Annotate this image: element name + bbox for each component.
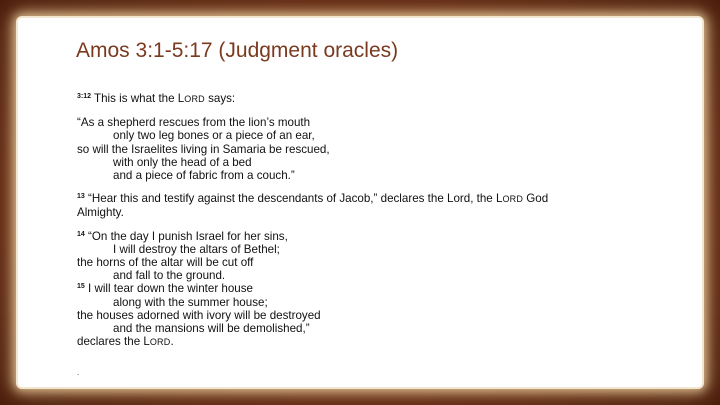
verse-text: “Hear this and testify against the descendants of Jacob,” declares the Lord, the L (88, 192, 503, 206)
scripture-text (77, 92, 677, 349)
poem-line: with only the head of a bed (113, 155, 252, 169)
footer-dot: . (77, 368, 80, 377)
verse-number: 3:12 (77, 93, 92, 100)
poem-line: so will the Israelites living in Samaria be rescued, (77, 142, 330, 156)
verse-13 (77, 192, 677, 219)
verse-text: says: (204, 92, 236, 105)
verse-text: Almighty. (77, 206, 124, 220)
verse-number: 15 (77, 283, 85, 291)
poem-line: along with the summer house; (113, 295, 268, 309)
slide-panel (18, 18, 702, 387)
lord-small-caps: ORD (184, 94, 205, 104)
verse-text: declares the L (77, 335, 150, 349)
verse-14 (77, 230, 677, 350)
lord-small-caps: ORD (149, 337, 171, 348)
poem-line: “On the day I punish Israel for her sins, (88, 229, 288, 243)
poem-line: “As a shepherd rescues from the lion’s mouth (77, 116, 311, 130)
lord-small-caps: ORD (502, 194, 524, 205)
verse-text: This is what the L (94, 92, 185, 105)
verse-3-12-poem (77, 116, 677, 182)
verse-number: 14 (77, 230, 85, 238)
verse-number: 13 (77, 193, 85, 201)
verse-text: . (170, 335, 174, 349)
poem-line: and the mansions will be demolished,” (113, 322, 310, 336)
poem-line: and fall to the ground. (113, 269, 226, 283)
poem-line: the houses adorned with ivory will be destroyed (77, 308, 321, 322)
verse-3-12-intro (77, 92, 677, 106)
verse-text: God (523, 192, 549, 206)
poem-line: only two leg bones or a piece of an ear, (113, 129, 315, 143)
poem-line: the horns of the altar will be cut off (77, 256, 254, 270)
poem-line: and a piece of fabric from a couch.” (113, 169, 295, 183)
poem-line: I will destroy the altars of Bethel; (113, 242, 280, 256)
poem-line: I will tear down the winter house (88, 282, 254, 296)
slide-title: Amos 3:1-5:17 (Judgment oracles) (76, 39, 399, 62)
